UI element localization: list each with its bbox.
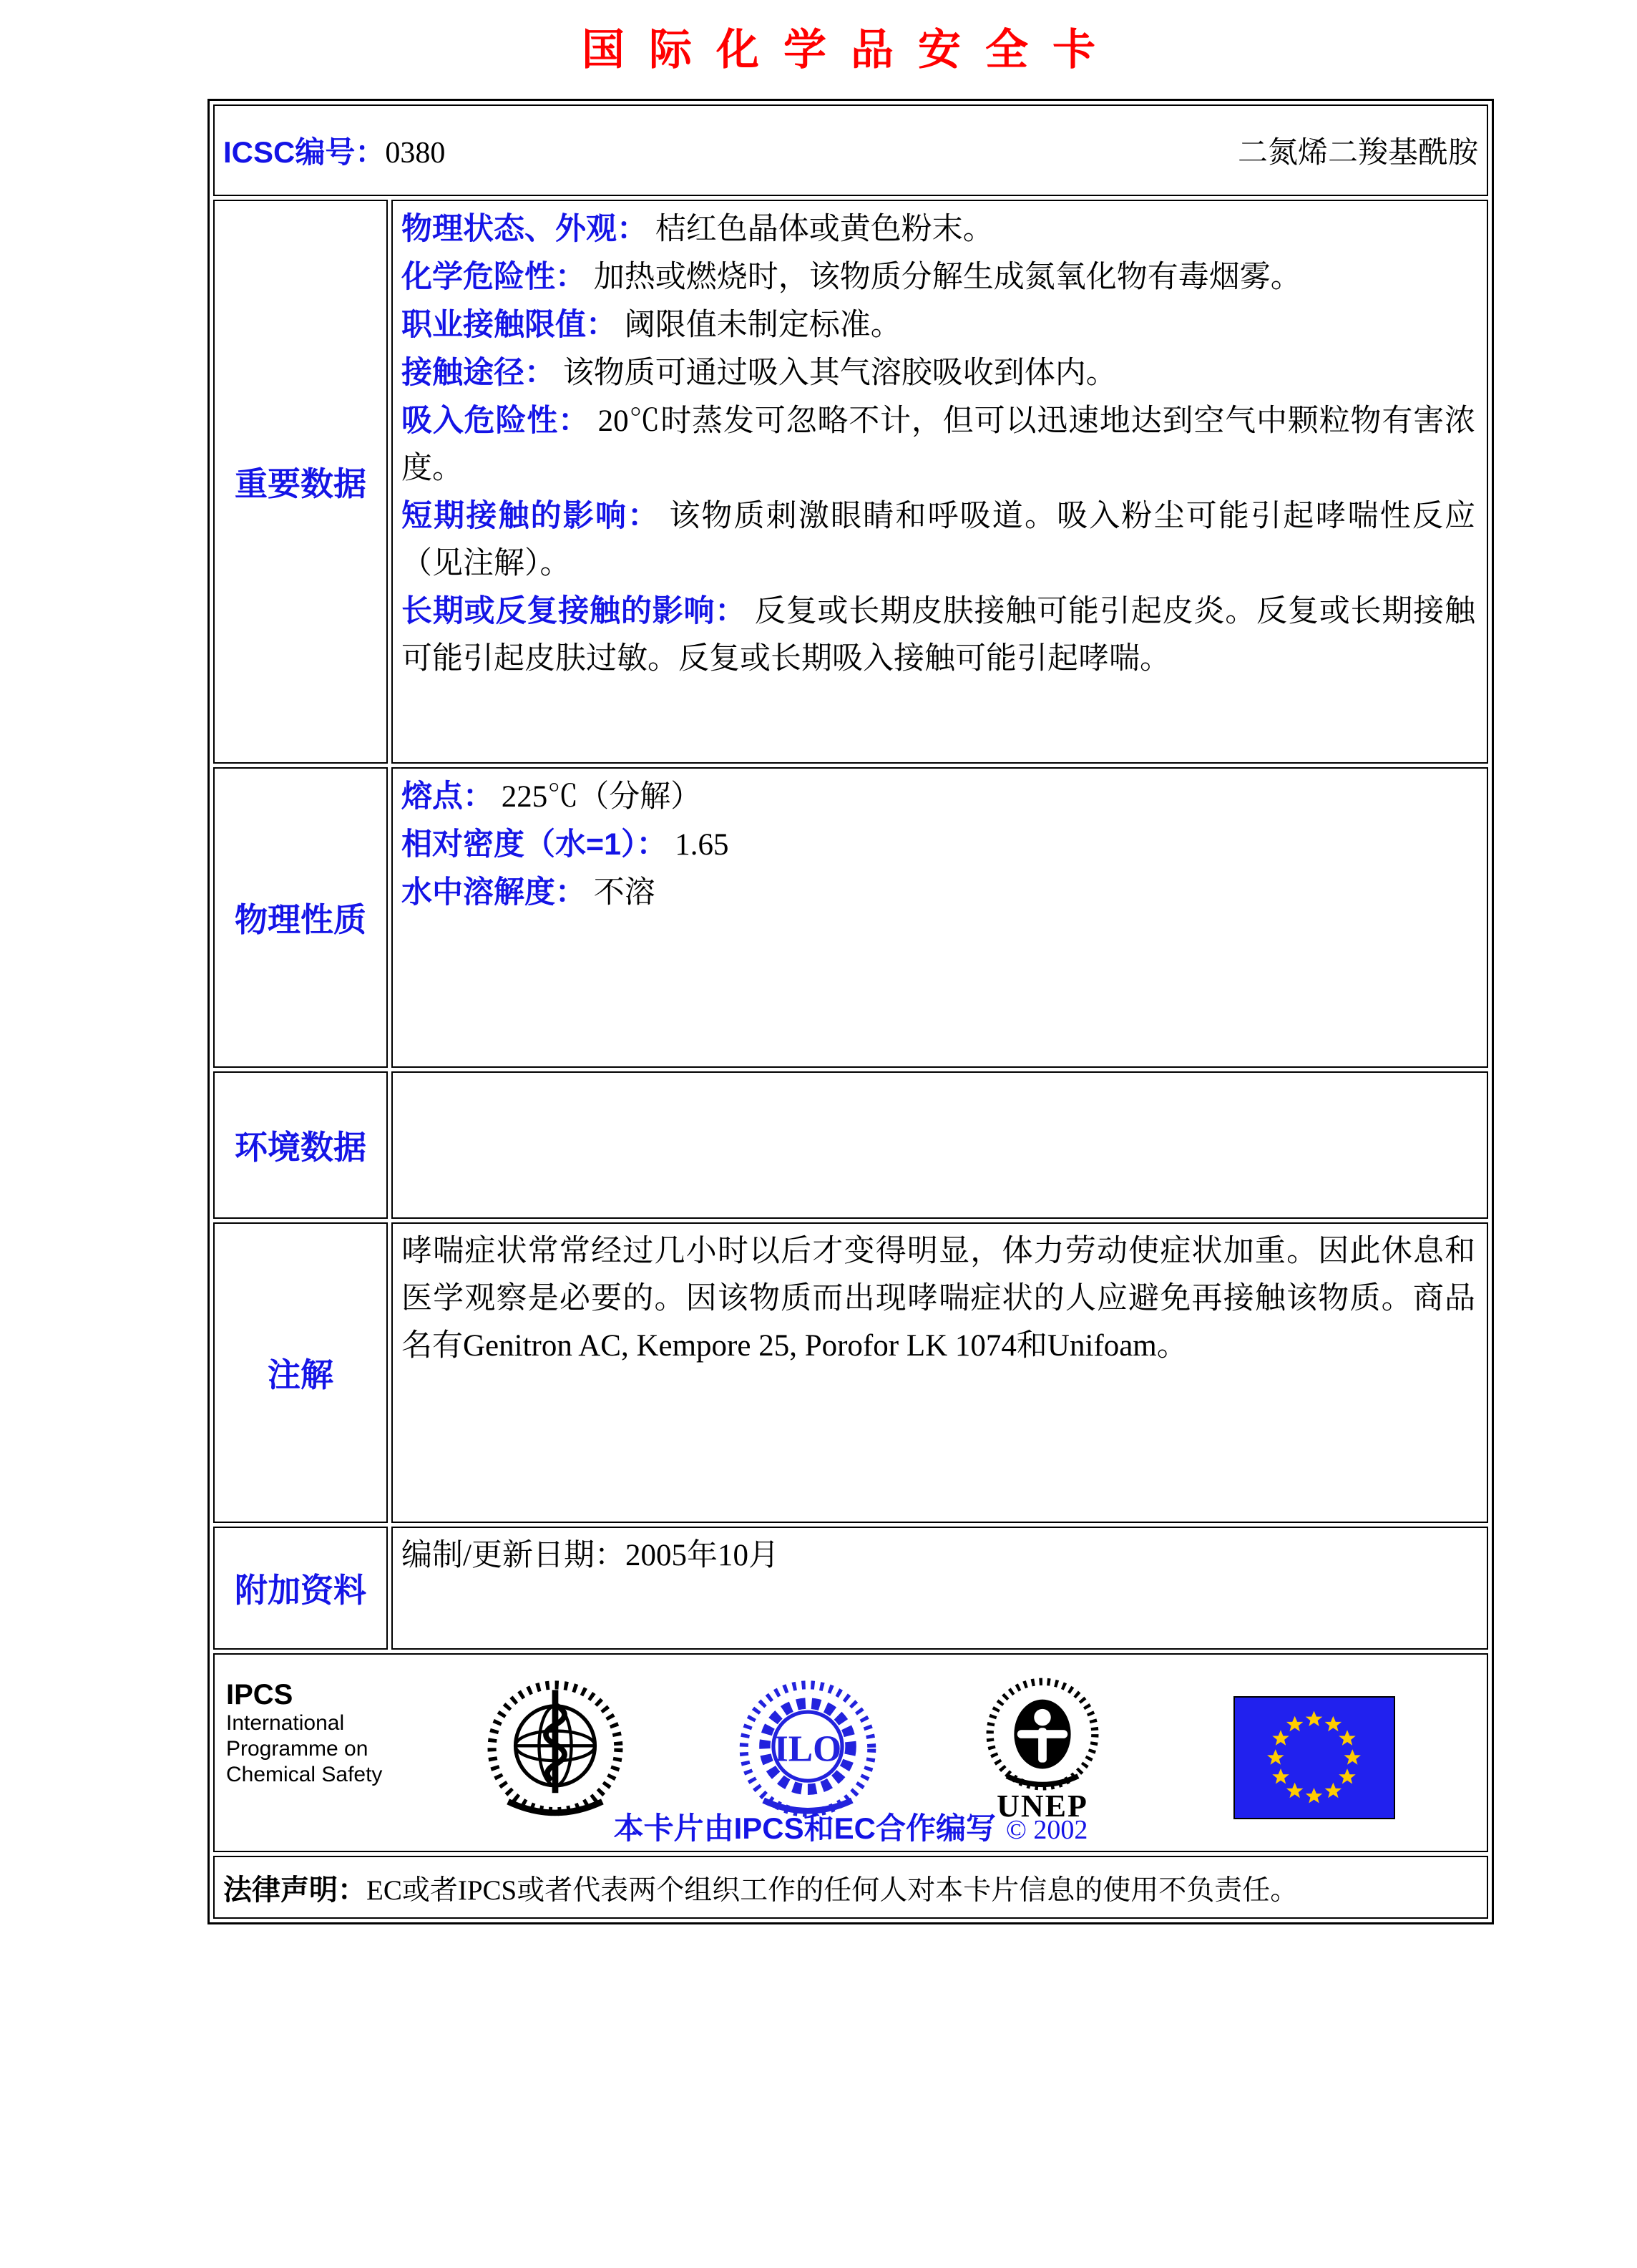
chemical-name: 二氮烯二羧基酰胺 — [1237, 137, 1478, 170]
item-label: 长期或反复接触的影响： — [401, 594, 747, 628]
physical-item — [401, 773, 1475, 821]
physical-properties-content — [391, 767, 1488, 1068]
item-text: 不溶 — [593, 876, 655, 910]
item-text: 反复或长期皮肤接触可能引起皮炎。反复或长期接触可能引起皮肤过敏。反复或长期吸入接触可能引起哮喘。 — [401, 595, 1476, 676]
item-label: 物理状态、外观： — [401, 212, 648, 246]
header-row — [213, 104, 1488, 196]
item-label: 吸入危险性： — [401, 404, 590, 438]
ipcs-line: Chemical Safety — [226, 1763, 383, 1786]
physical-item — [401, 869, 1475, 917]
important-item — [401, 588, 1475, 683]
section-label-notes: 注解 — [213, 1222, 388, 1523]
icsc-number-value: 0380 — [385, 137, 446, 170]
icsc-number-label: ICSC编号： — [223, 135, 386, 169]
item-label: 职业接触限值： — [401, 308, 617, 342]
item-label: 短期接触的影响： — [401, 499, 660, 533]
important-item — [401, 397, 1475, 492]
physical-item — [401, 821, 1475, 869]
update-date — [401, 1532, 1475, 1580]
important-data-content — [391, 200, 1488, 764]
legal-text: EC或者IPCS或者代表两个组织工作的任何人对本卡片信息的使用不负责任。 — [366, 1874, 1299, 1906]
ipcs-line: Programme on — [226, 1737, 368, 1761]
item-text: 加热或燃烧时，该物质分解生成氮氧化物有毒烟雾。 — [593, 261, 1301, 294]
ipcs-text-block — [226, 1679, 382, 1788]
item-label: 水中溶解度： — [401, 875, 586, 910]
update-date-value: 2005年10月 — [625, 1539, 779, 1572]
ipcs-line: International — [226, 1711, 345, 1735]
important-item — [401, 253, 1475, 301]
eu-flag-icon — [1233, 1696, 1395, 1819]
notes-row — [213, 1222, 1488, 1523]
important-data-row — [213, 200, 1488, 764]
footer-row — [213, 1653, 1488, 1852]
environmental-data-row — [213, 1071, 1488, 1219]
important-item — [401, 492, 1475, 588]
legal-cell — [213, 1856, 1488, 1919]
additional-info-content — [391, 1527, 1488, 1650]
notes-content: 哮喘症状常常经过几小时以后才变得明显，体力劳动使症状加重。因此休息和医学观察是必要的。因该物质而出现哮喘症状的人应避免再接触该物质。商品名有Genitron AC, Kempore 25, Porofor LK 1074和Unifoam。 — [391, 1222, 1488, 1523]
item-text: 225℃（分解） — [501, 780, 702, 814]
icsc-card — [207, 0, 1494, 1924]
section-label-environmental-data: 环境数据 — [213, 1071, 388, 1219]
header-cell — [213, 104, 1488, 196]
item-label: 熔点： — [401, 779, 494, 814]
item-label: 接触途径： — [401, 356, 555, 390]
legal-row — [213, 1856, 1488, 1919]
copyright-text: © 2002 — [1006, 1815, 1088, 1845]
additional-info-row — [213, 1527, 1488, 1650]
item-label: 化学危险性： — [401, 260, 586, 294]
update-date-label: 编制/更新日期： — [401, 1539, 625, 1572]
credit-line — [215, 1805, 1487, 1848]
item-text: 1.65 — [675, 828, 729, 862]
item-label: 相对密度（水=1）： — [401, 827, 668, 862]
icsc-number-group — [223, 129, 445, 172]
section-label-important-data: 重要数据 — [213, 200, 388, 764]
section-label-additional-info: 附加资料 — [213, 1527, 388, 1650]
physical-properties-row — [213, 767, 1488, 1068]
page-title: 国际化学品安全卡 — [582, 26, 1120, 74]
important-item — [401, 301, 1475, 349]
item-text: 该物质可通过吸入其气溶胶吸收到体内。 — [562, 356, 1117, 390]
item-text: 桔红色晶体或黄色粉末。 — [655, 213, 994, 246]
ilo-logo-icon — [734, 1678, 881, 1825]
footer-cell — [213, 1653, 1488, 1852]
section-label-physical-properties: 物理性质 — [213, 767, 388, 1068]
environmental-data-content — [391, 1071, 1488, 1219]
credit-text: 本卡片由IPCS和EC合作编写 — [613, 1811, 996, 1845]
unep-logo-text: UNEP — [997, 1788, 1088, 1824]
important-item — [401, 205, 1475, 253]
unep-logo-block — [977, 1673, 1108, 1824]
unep-logo-icon — [979, 1673, 1105, 1799]
item-text: 20℃时蒸发可忽略不计，但可以迅速地达到空气中颗粒物有害浓度。 — [401, 404, 1476, 485]
icsc-table — [207, 99, 1494, 1924]
ilo-logo-text: ILO — [773, 1728, 842, 1770]
ipcs-title: IPCS — [226, 1679, 293, 1710]
important-item — [401, 349, 1475, 397]
item-text: 该物质刺激眼睛和呼吸道。吸入粉尘可能引起哮喘性反应（见注解）。 — [401, 500, 1476, 580]
item-text: 阈限值未制定标准。 — [624, 308, 901, 342]
legal-label: 法律声明： — [223, 1874, 366, 1906]
